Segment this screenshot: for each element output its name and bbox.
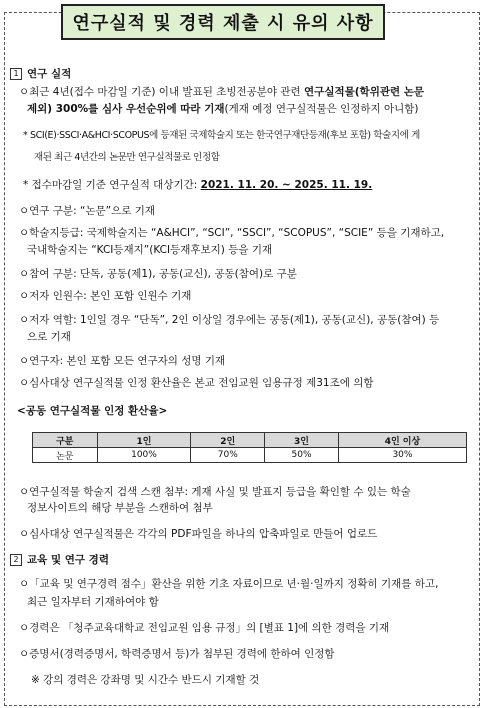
list-item: ㅇ연구 구분: “논문”으로 기재 <box>19 205 156 217</box>
table-cell: 70% <box>191 448 265 463</box>
asterisk: * <box>23 130 28 141</box>
table-header-cell: 2인 <box>191 433 265 448</box>
section1-p1-line1 <box>19 86 424 99</box>
list-item: ㅇ연구자: 본인 포함 모든 연구자의 성명 기재 <box>19 355 226 367</box>
table-header-cell: 4인 이상 <box>338 433 466 448</box>
period-highlight: 2021. 11. 20. ~ 2025. 11. 19. <box>200 179 373 191</box>
table-row <box>33 448 467 463</box>
table-header-row <box>33 433 467 448</box>
list-item: ㅇ연구실적물 학술지 검색 스캔 첨부: 게재 사실 및 발표지 등급을 확인할 수 있는 학술 <box>19 486 411 498</box>
list-item: ㅇ경력은 「청주교육대학교 전임교원 임용 규정」의 [별표 1]에 의한 경력을 기재 <box>19 622 390 634</box>
conversion-table <box>32 432 467 463</box>
table-cell: 50% <box>265 448 339 463</box>
section1-heading-label: 연구 실적 <box>27 68 72 80</box>
section2-note: ※ 강의 경력은 강좌명 및 시간수 반드시 기재할 것 <box>31 674 260 686</box>
section1-number: 1 <box>10 68 22 80</box>
table-header-cell: 구분 <box>33 433 98 448</box>
table-cell: 논문 <box>33 448 98 463</box>
asterisk: * <box>23 179 29 191</box>
conversion-heading: <공동 연구실적물 인정 환산율> <box>17 405 168 417</box>
table-header-cell: 1인 <box>97 433 191 448</box>
list-item-cont: 정보사이트의 해당 부분을 스캔하여 첨부 <box>27 502 213 514</box>
list-item-cont: 으로 기재 <box>27 331 71 343</box>
bullet: ㅇ <box>19 86 30 98</box>
text-bold: 제외) 300%를 심사 우선순위에 따라 기재 <box>27 103 225 115</box>
list-item: ㅇ증명서(경력증명서, 학력증명서 등)가 첨부된 경력에 한하여 인정함 <box>19 648 335 660</box>
list-item: ㅇ「교육 및 연구경력 점수」환산을 위한 기초 자료이므로 년·월·일까지 정확히 기재를 하고, <box>19 578 439 590</box>
list-item: ㅇ심사대상 연구실적물은 각각의 PDF파일을 하나의 압축파일로 만들어 업로드 <box>19 528 378 540</box>
page-title: 연구실적 및 경력 제출 시 유의 사항 <box>61 4 385 40</box>
section2-heading <box>10 554 109 567</box>
section2-number: 2 <box>10 554 22 566</box>
section1-note2 <box>23 179 372 192</box>
list-item: ㅇ심사대상 연구실적물 인정 환산율은 본교 전임교원 임용규정 제31조에 의함 <box>19 377 374 389</box>
table-cell: 30% <box>338 448 466 463</box>
table-header-cell: 3인 <box>265 433 339 448</box>
list-item: ㅇ참여 구분: 단독, 공동(제1), 공동(교신), 공동(참여)로 구분 <box>19 268 297 280</box>
section1-heading <box>10 68 71 81</box>
text: SCI(E)·SSCI·A&HCI·SCOPUS에 등재된 국제학술지 또는 한국연구재단등재(후보 포함) 학술지에 게 <box>29 130 420 141</box>
list-item: ㅇ학술지등급: 국제학술지는 “A&HCI”, “SCI”, “SSCI”, “SCOPUS”, “SCIE” 등을 기재하고, <box>19 227 445 239</box>
table-cell: 100% <box>97 448 191 463</box>
text: 접수마감일 기준 연구실적 대상기간: <box>31 179 201 191</box>
text: (게재 예정 연구실적물은 인정하지 아니함) <box>224 103 419 115</box>
section2-heading-label: 교육 및 연구 경력 <box>27 554 109 566</box>
list-item: ㅇ저자 인원수: 본인 포함 인원수 기재 <box>19 290 192 302</box>
list-item: ㅇ저자 역할: 1인일 경우 “단독”, 2인 이상일 경우에는 공동(제1), 공동(교신), 공동(참여) 등 <box>19 314 440 326</box>
list-item-cont: 최근 일자부터 기재하여야 함 <box>27 596 159 608</box>
text-bold: 연구실적물(학위관련 논문 <box>304 86 425 98</box>
list-item-cont: 국내학술지는 “KCI등재지”(KCI등재후보지) 등을 기재 <box>27 244 273 256</box>
section1-p1-line2 <box>27 103 419 116</box>
text: 최근 4년(접수 마감일 기준) 이내 발표된 초빙전공분야 관련 <box>29 86 305 98</box>
section1-note1-line1 <box>23 129 420 142</box>
section1-note1-line2: 재된 최근 4년간의 논문만 연구실적물로 인정함 <box>34 152 220 163</box>
